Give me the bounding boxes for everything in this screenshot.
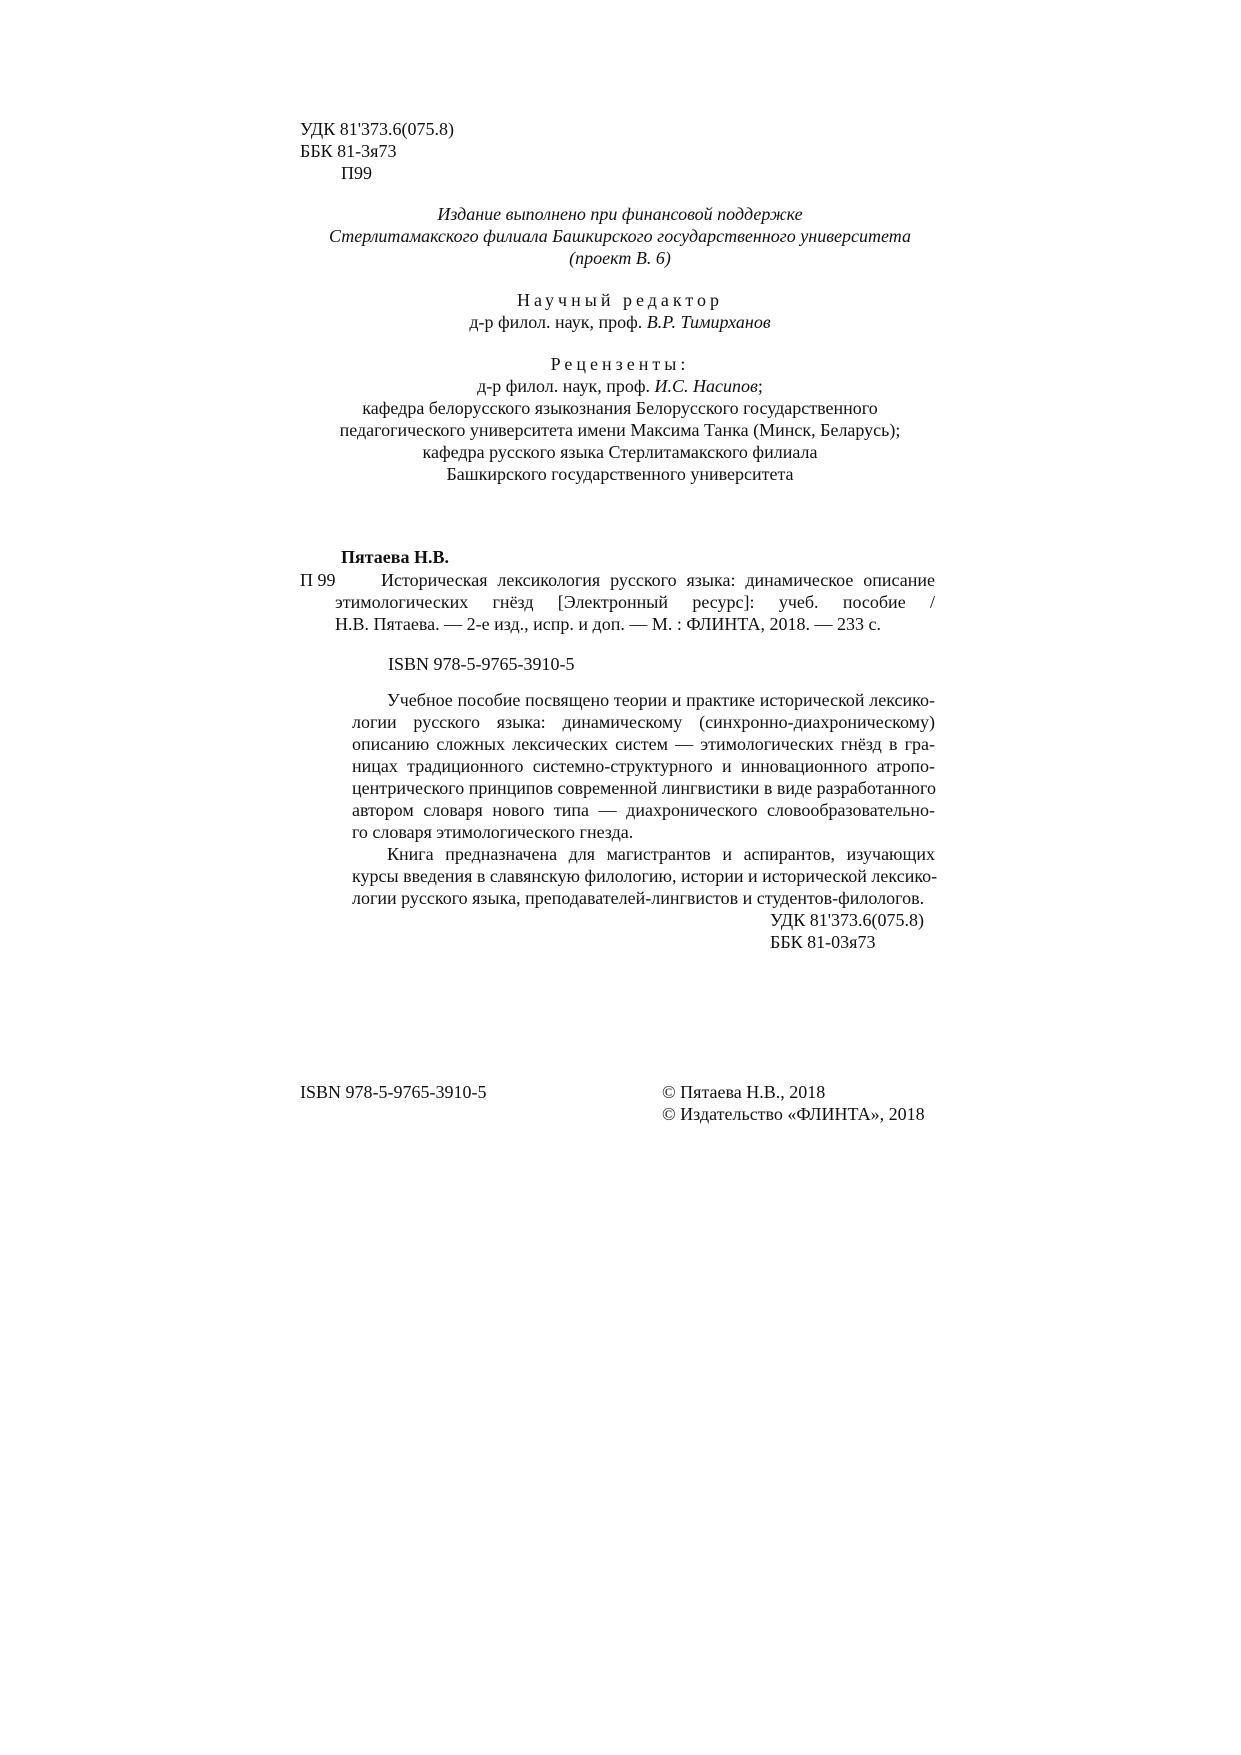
audience-line: логии русского языка, преподавателей-лингвистов и студентов-филологов.: [352, 888, 925, 908]
card-udk: УДК 81'373.6(075.8): [770, 910, 924, 930]
card-bbk: ББК 81-03я73: [770, 932, 876, 952]
annotation-line: Учебное пособие посвящено теории и практике исторической лексико-: [387, 690, 935, 710]
annotation-line: описанию сложных лексических систем — этимологических гнёзд в гра-: [352, 734, 935, 754]
card-title-line-3: Н.В. Пятаева. — 2-е изд., испр. и доп. — М. : ФЛИНТА, 2018. — 233 с.: [335, 614, 882, 634]
reviewer-3-line-1: кафедра русского языка Стерлитамакского филиала: [422, 442, 818, 462]
audience-line: Книга предназначена для магистрантов и аспирантов, изучающих: [387, 844, 935, 864]
annotation-line: центрического принципов современной лингвистики в виде разработанного: [352, 778, 936, 798]
editor-line: [300, 311, 940, 333]
annotation-line: автором словаря нового типа — диахронического словообразовательно-: [352, 800, 935, 820]
reviewer-1-prefix: д-р филол. наук, проф.: [477, 376, 655, 396]
card-title-line-2: этимологических гнёзд [Электронный ресурс]: учеб. пособие /: [335, 592, 935, 612]
audience-line: курсы введения в славянскую филологию, истории и исторической лексико-: [352, 866, 938, 886]
reviewer-1: [300, 375, 940, 397]
editor-name: В.Р. Тимирханов: [646, 312, 771, 332]
header-bbk: ББК 81-3я73: [300, 141, 397, 161]
card-annotation: [352, 689, 938, 909]
annotation-line: го словаря этимологического гнезда.: [352, 822, 634, 842]
annotation-line: ницах традиционного системно-структурного и инновационного атропо-: [352, 756, 935, 776]
editor-heading: Научный редактор: [516, 290, 724, 310]
header-udk: УДК 81'373.6(075.8): [300, 119, 454, 139]
header-code: П99: [341, 163, 372, 183]
funding-line-3: (проект В. 6): [569, 248, 671, 268]
reviewer-2-line-2: педагогического университета имени Максима Танка (Минск, Беларусь);: [339, 420, 901, 440]
footer-copyright-author: © Пятаева Н.В., 2018: [662, 1082, 826, 1102]
funding-line-1: Издание выполнено при финансовой поддержке: [437, 204, 803, 224]
footer-isbn: ISBN 978-5-9765-3910-5: [300, 1082, 487, 1102]
reviewer-2-line-1: кафедра белорусского языкознания Белорусского государственного: [362, 398, 878, 418]
reviewer-1-name: И.С. Насипов: [654, 376, 758, 396]
annotation-line: логии русского языка: динамическому (синхронно-диахроническому): [352, 712, 935, 732]
editor-prefix: д-р филол. наук, проф.: [469, 312, 647, 332]
card-title-line-1: Историческая лексикология русского языка: динамическое описание: [381, 570, 935, 590]
funding-line-2: Стерлитамакского филиала Башкирского государственного университета: [329, 226, 911, 246]
reviewer-3-line-2: Башкирского государственного университета: [446, 464, 794, 484]
footer-copyright-publisher: © Издательство «ФЛИНТА», 2018: [662, 1104, 925, 1124]
card-author: Пятаева Н.В.: [341, 547, 450, 567]
reviewer-1-suffix: ;: [757, 376, 763, 396]
reviewers-heading: Рецензенты:: [550, 354, 690, 374]
card-isbn: ISBN 978-5-9765-3910-5: [388, 654, 575, 674]
card-code: П 99: [300, 570, 336, 590]
